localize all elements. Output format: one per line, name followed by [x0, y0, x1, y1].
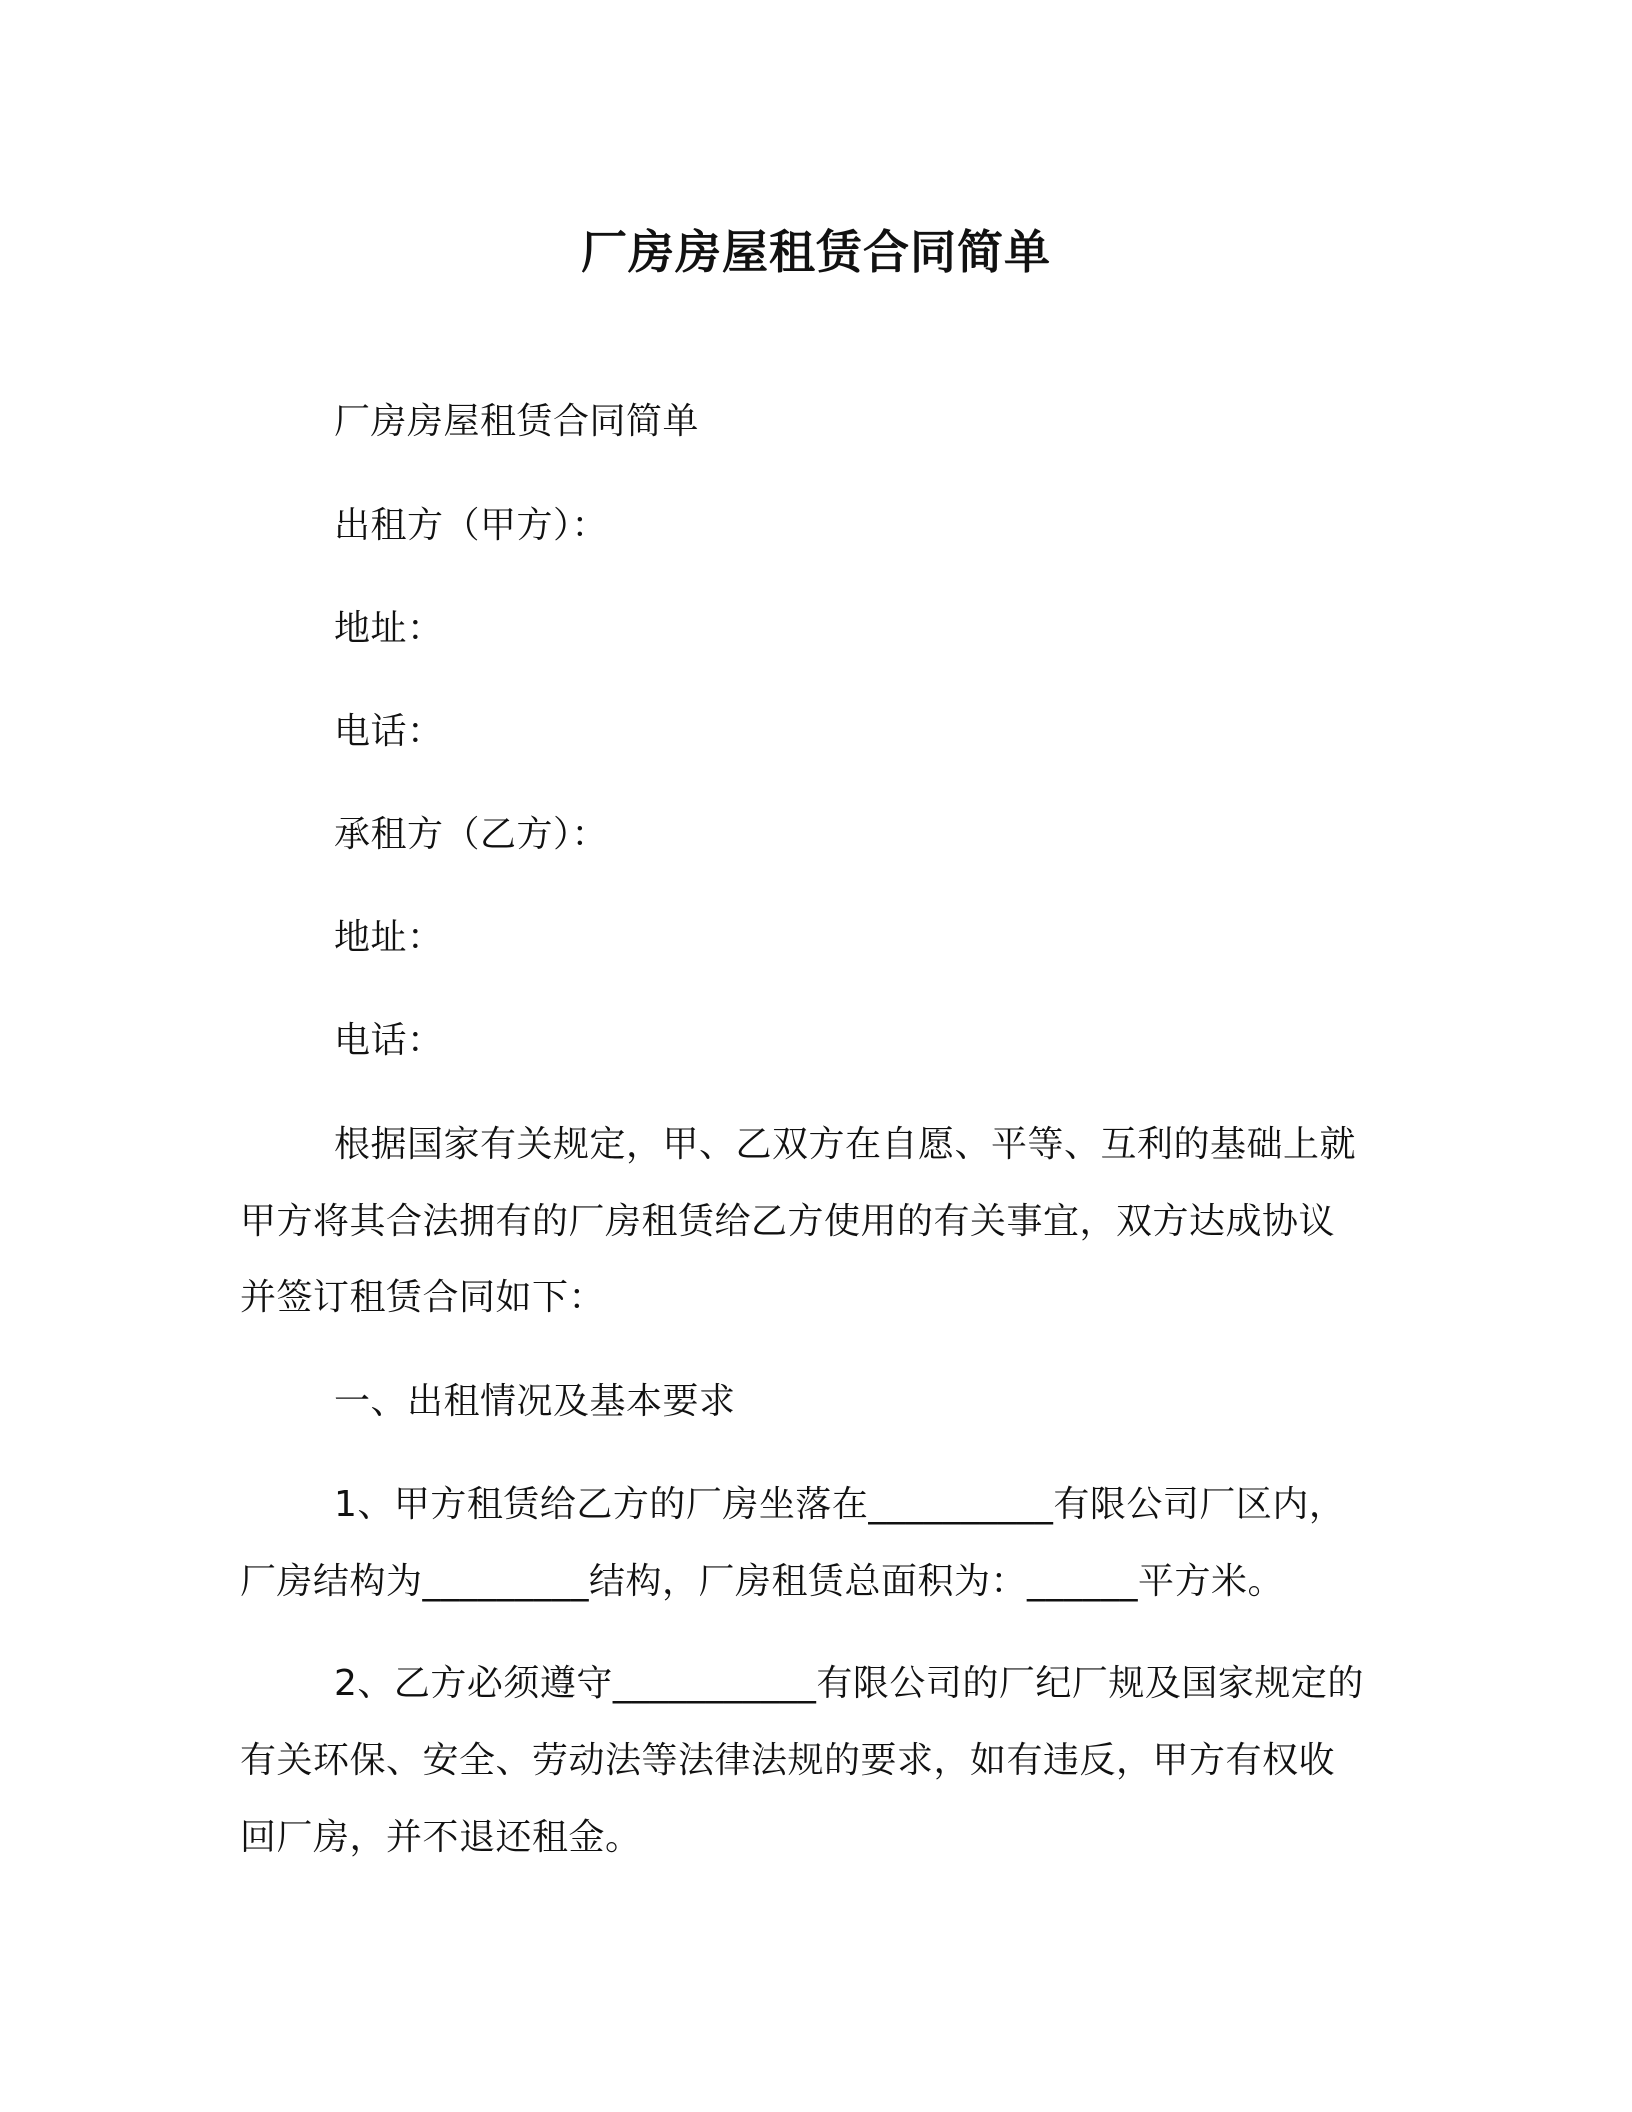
preamble-line: 甲方将其合法拥有的厂房租赁给乙方使用的有关事宜，双方达成协议: [240, 1201, 1336, 1242]
clause-1-line: 厂房结构为_________结构，厂房租赁总面积为：______平方米。: [240, 1561, 1285, 1602]
section-1-heading: 一、出租情况及基本要求: [334, 1381, 736, 1422]
clause-2-line: 回厂房，并不退还租金。: [240, 1817, 642, 1858]
document-subtitle: 厂房房屋租赁合同简单: [334, 401, 700, 442]
preamble-line: 根据国家有关规定，甲、乙双方在自愿、平等、互利的基础上就: [334, 1124, 1357, 1165]
lessee-address-label: 地址：: [334, 917, 444, 958]
lessor-address-label: 地址：: [334, 608, 444, 649]
clause-2-line: 有关环保、安全、劳动法等法律法规的要求，如有违反，甲方有权收: [240, 1740, 1336, 1781]
lessor-label: 出租方（甲方）：: [334, 505, 609, 546]
clause-1-line: 1、甲方租赁给乙方的厂房坐落在__________有限公司厂区内，: [334, 1484, 1346, 1525]
document-title: 厂房房屋租赁合同简单: [581, 225, 1051, 279]
lessee-label: 承租方（乙方）：: [334, 814, 609, 855]
preamble-line: 并签订租赁合同如下：: [240, 1277, 606, 1318]
lessee-phone-label: 电话：: [334, 1020, 444, 1061]
clause-2-line: 2、乙方必须遵守___________有限公司的厂纪厂规及国家规定的: [334, 1663, 1364, 1704]
lessor-phone-label: 电话：: [334, 711, 444, 752]
